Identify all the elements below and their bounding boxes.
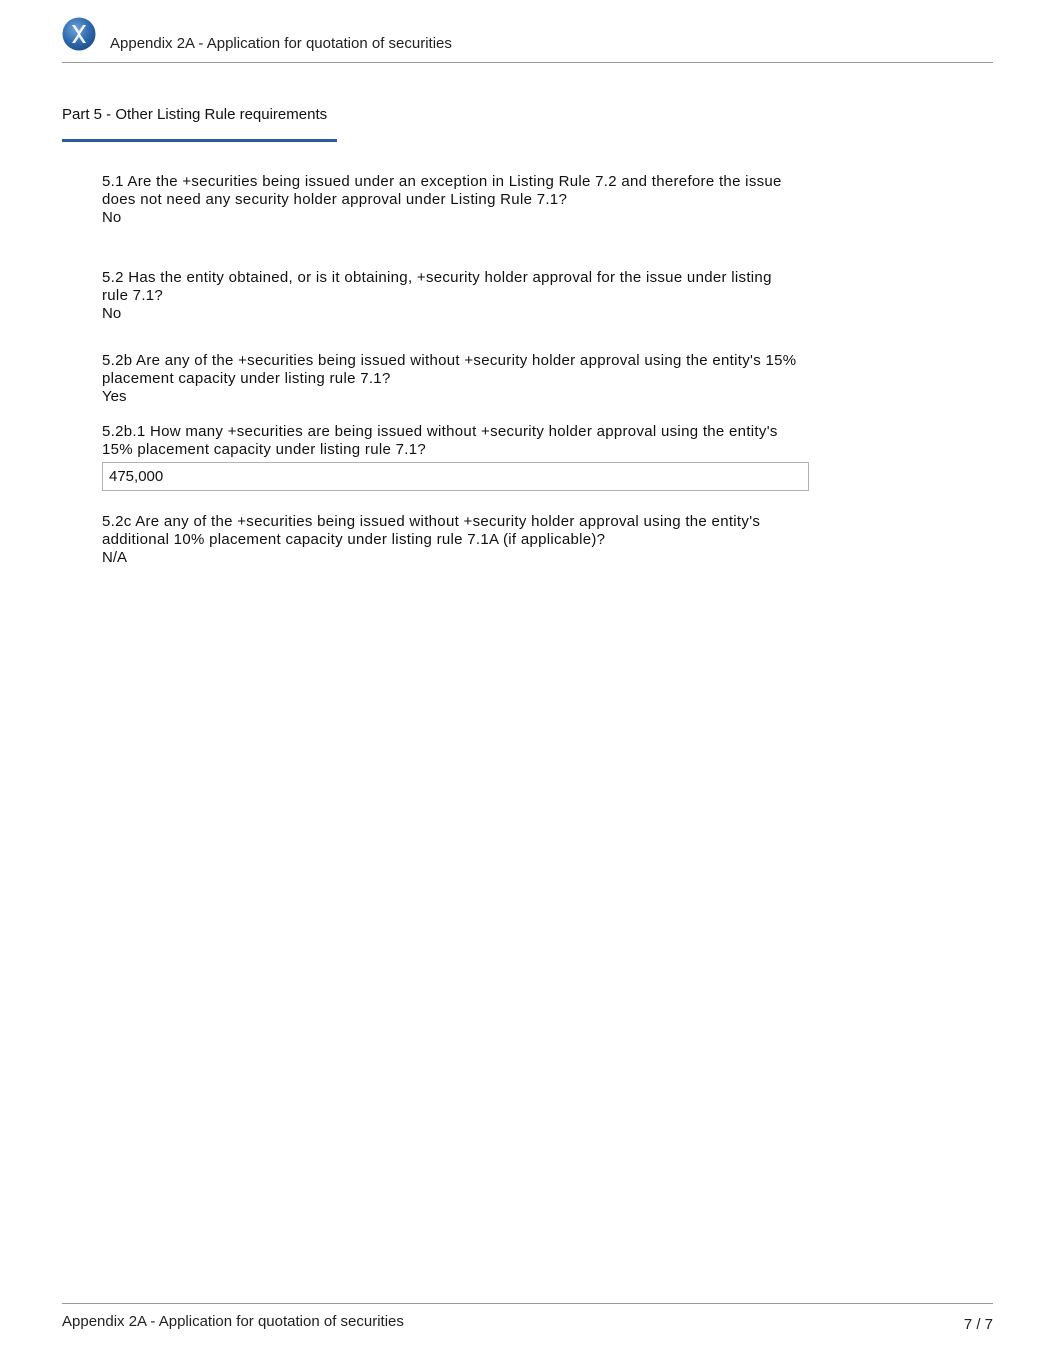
question-5-2b-1 (102, 423, 802, 459)
page-header (62, 14, 993, 63)
question-text: 5.2c Are any of the +securities being issued without +security holder approval using the entity's additional 10% placement capacity under listing rule 7.1A (if applicable)? (102, 513, 761, 548)
question-5-2c (102, 513, 802, 567)
page-number: 7 / 7 (963, 1316, 993, 1333)
question-answer: Yes (102, 388, 127, 405)
footer-divider (62, 1303, 993, 1304)
section-title: Part 5 - Other Listing Rule requirements (62, 106, 328, 123)
question-answer: No (102, 209, 122, 226)
asx-logo-icon (62, 17, 96, 51)
question-5-2b (102, 352, 802, 406)
question-5-2 (102, 269, 802, 323)
question-text: 5.2b.1 How many +securities are being issued without +security holder approval using the entity's 15% placement capacity under listing rule 7.1? (102, 423, 778, 458)
question-answer: N/A (102, 549, 128, 566)
question-text: 5.2b Are any of the +securities being issued without +security holder approval using the entity's 15% placement capacity under listing rule 7.1? (102, 352, 797, 387)
question-text: 5.2 Has the entity obtained, or is it obtaining, +security holder approval for the issue under listing rule 7.1? (102, 269, 772, 304)
question-5-1 (102, 173, 802, 227)
question-text: 5.1 Are the +securities being issued under an exception in Listing Rule 7.2 and therefore the issue does not need any security holder approval under Listing Rule 7.1? (102, 173, 782, 208)
securities-count-field: 475,000 (102, 462, 809, 491)
question-answer: No (102, 305, 122, 322)
header-title: Appendix 2A - Application for quotation of securities (110, 35, 452, 52)
footer-title: Appendix 2A - Application for quotation of securities (62, 1313, 404, 1330)
section-title-underline (62, 139, 337, 142)
